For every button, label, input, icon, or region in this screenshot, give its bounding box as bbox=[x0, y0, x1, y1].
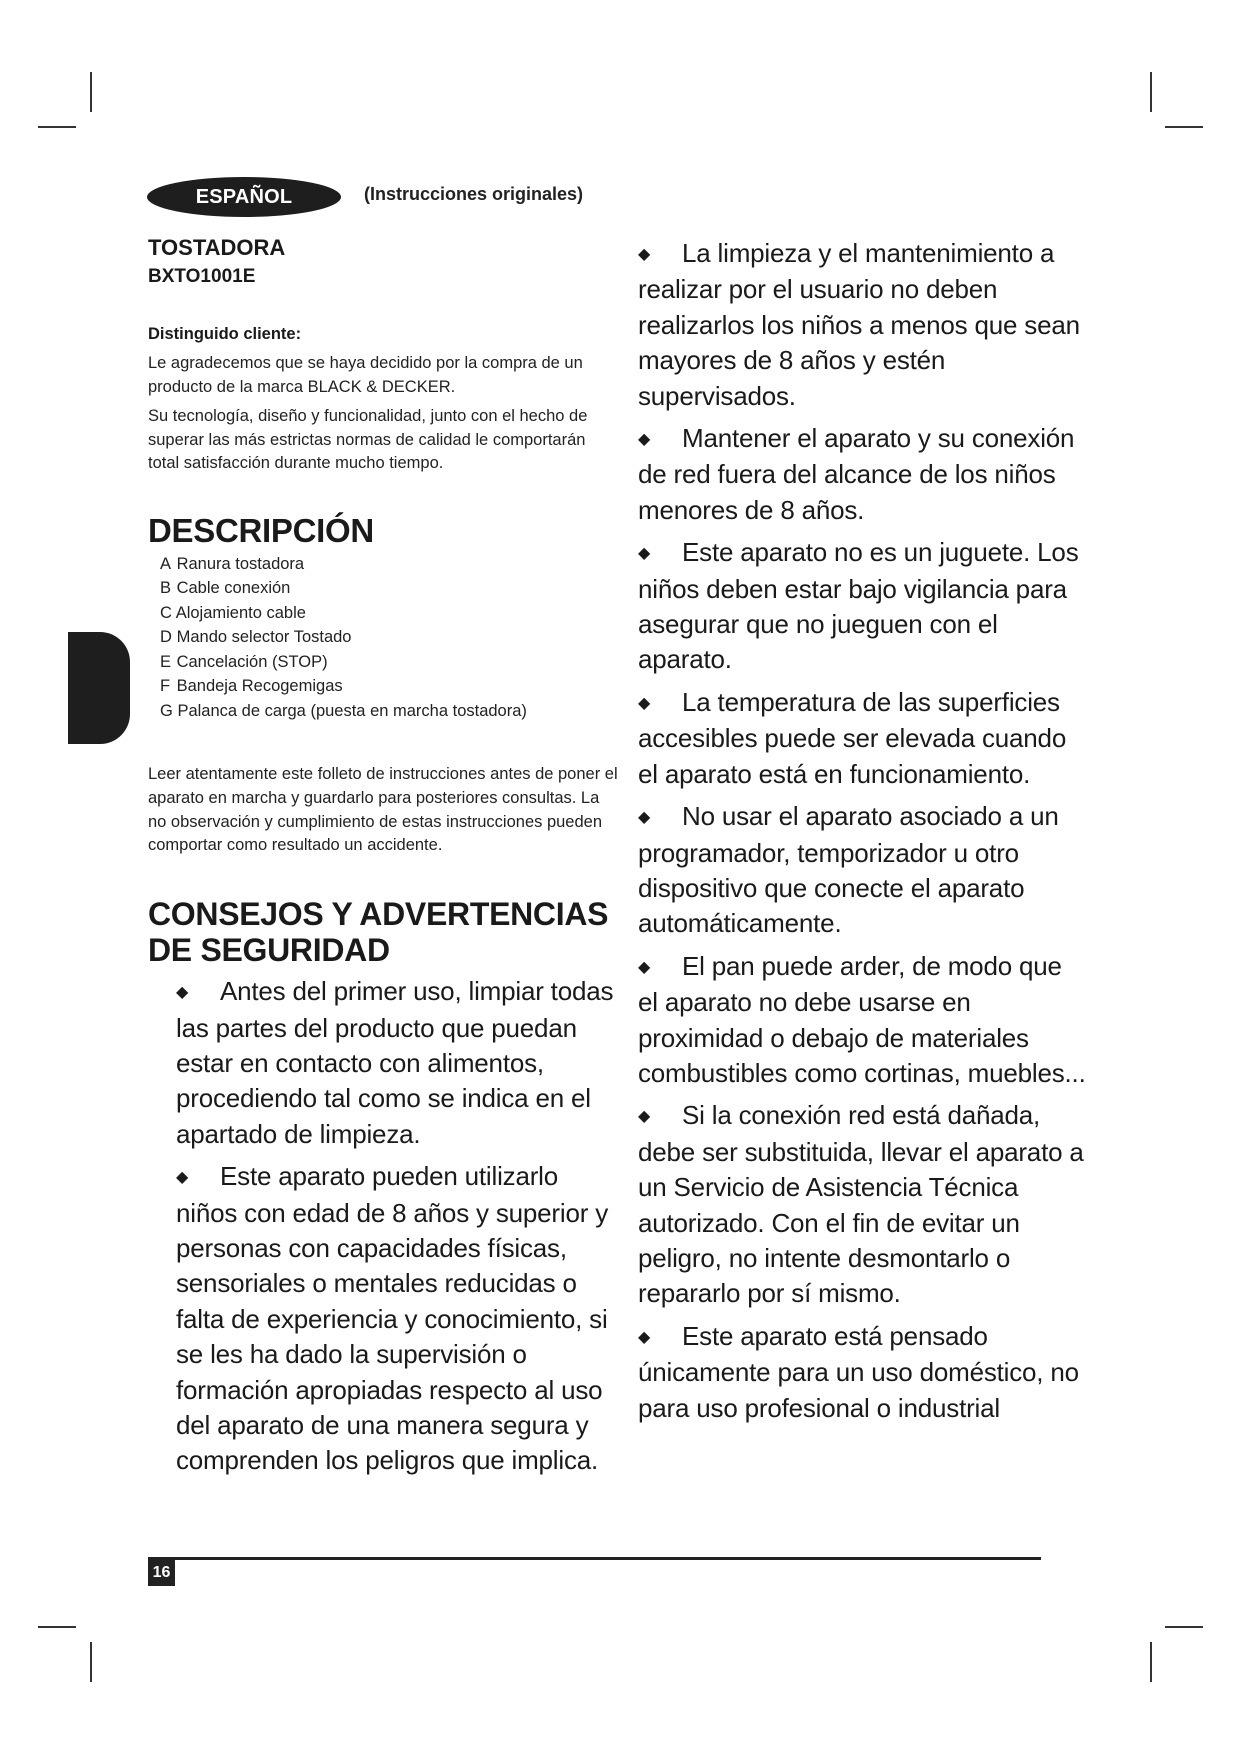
crop-mark bbox=[90, 1642, 92, 1682]
part-item bbox=[160, 674, 618, 699]
part-label: Mando selector Tostado bbox=[176, 628, 352, 647]
diamond-bullet-icon: ◆ bbox=[176, 984, 189, 1002]
safety-heading-line2: DE SEGURIDAD bbox=[148, 932, 390, 969]
safety-bullet-text: Si la conexión red está dañada, debe ser substituida, llevar el aparato a un Servicio de Asistencia Técnica autorizado. Con el fin de evitar un peligro, no intente desmontarlo o repararlo por sí mismo. bbox=[638, 1100, 1084, 1309]
description-heading: DESCRIPCIÓN bbox=[148, 512, 374, 550]
safety-bullet bbox=[638, 685, 1088, 792]
greeting: Distinguido cliente: bbox=[148, 325, 302, 344]
safety-bullet-text: La limpieza y el mantenimiento a realizar por el usuario no deben realizarlos los niños a menos que sean mayores de 8 años y estén supervisados. bbox=[638, 238, 1080, 411]
language-label: ESPAÑOL bbox=[195, 185, 293, 208]
diamond-bullet-icon: ◆ bbox=[638, 431, 651, 449]
safety-heading-line1: CONSEJOS Y ADVERTENCIAS bbox=[148, 896, 609, 933]
diamond-bullet-icon: ◆ bbox=[176, 1169, 189, 1187]
safety-bullet-text: Este aparato no es un juguete. Los niños deben estar bajo vigilancia para asegurar que no jueguen con el aparato. bbox=[638, 537, 1079, 675]
left-column bbox=[148, 234, 618, 1486]
safety-bullet bbox=[638, 1319, 1088, 1426]
diamond-bullet-icon: ◆ bbox=[638, 545, 651, 563]
product-title: TOSTADORA bbox=[148, 235, 286, 260]
part-item bbox=[160, 576, 618, 601]
part-label: Bandeja Recogemigas bbox=[176, 677, 343, 696]
crop-mark bbox=[1165, 1626, 1203, 1628]
part-label: Palanca de carga (puesta en marcha tostadora) bbox=[177, 701, 527, 720]
safety-bullet-text: Mantener el aparato y su conexión de red fuera del alcance de los niños menores de 8 años. bbox=[638, 423, 1075, 525]
crop-mark bbox=[38, 1626, 76, 1628]
part-item bbox=[160, 650, 618, 675]
safety-bullet bbox=[176, 1159, 618, 1479]
crop-mark bbox=[38, 126, 76, 128]
part-letter: B bbox=[160, 579, 172, 598]
safety-bullet-text: El pan puede arder, de modo que el aparato no debe usarse en proximidad o debajo de materiales combustibles como cortinas, muebles... bbox=[638, 950, 1086, 1088]
safety-bullet bbox=[638, 421, 1088, 528]
safety-bullets-right bbox=[638, 236, 1088, 1426]
parts-list bbox=[148, 552, 618, 724]
safety-bullet bbox=[638, 1098, 1088, 1311]
diamond-bullet-icon: ◆ bbox=[638, 958, 651, 976]
part-item bbox=[160, 625, 618, 650]
part-label: Ranura tostadora bbox=[176, 554, 305, 573]
safety-bullet-text: Este aparato está pensado únicamente para un uso doméstico, no para uso profesional o industrial bbox=[638, 1320, 1079, 1423]
crop-mark bbox=[1165, 126, 1203, 128]
safety-bullet-text: Antes del primer uso, limpiar todas las partes del producto que puedan estar en contacto con alimentos, procediendo tal como se indica en el apartado de limpieza. bbox=[176, 976, 614, 1149]
crop-mark bbox=[1150, 1642, 1152, 1682]
part-item bbox=[160, 552, 618, 577]
part-label: Cancelación (STOP) bbox=[176, 652, 328, 671]
right-column bbox=[638, 236, 1088, 1433]
safety-bullet-text: La temperatura de las superficies accesibles puede ser elevada cuando el aparato está en funcionamiento. bbox=[638, 686, 1067, 789]
safety-bullet-text: No usar el aparato asociado a un programador, temporizador u otro dispositivo que conecte el aparato automáticamente. bbox=[638, 801, 1059, 939]
part-letter: D bbox=[160, 628, 172, 647]
safety-bullet bbox=[638, 799, 1088, 942]
diamond-bullet-icon: ◆ bbox=[638, 246, 651, 263]
safety-bullet-text: Este aparato pueden utilizarlo niños con edad de 8 años y superior y personas con capacidades físicas, sensoriales o mentales reducidas o falta de experiencia y conocimiento, si se les ha dado la supervisión o formación apropiadas respecto al uso del aparato de una manera segura y comprenden los peligros que implica. bbox=[176, 1161, 608, 1476]
diamond-bullet-icon: ◆ bbox=[638, 809, 651, 827]
diamond-bullet-icon: ◆ bbox=[638, 1108, 651, 1126]
part-label: Cable conexión bbox=[176, 579, 291, 598]
crop-mark bbox=[90, 72, 92, 112]
part-letter: F bbox=[160, 677, 171, 696]
part-letter: A bbox=[160, 554, 172, 573]
safety-bullets-left bbox=[176, 974, 618, 1479]
original-instructions-label: (Instrucciones originales) bbox=[364, 184, 584, 204]
diamond-bullet-icon: ◆ bbox=[638, 1328, 651, 1346]
part-item bbox=[160, 601, 618, 626]
footer-rule bbox=[148, 1557, 1041, 1560]
safety-heading bbox=[148, 896, 618, 968]
part-item bbox=[160, 699, 618, 724]
safety-bullet bbox=[638, 535, 1088, 678]
page-number: 16 bbox=[148, 1559, 175, 1586]
intro-text bbox=[148, 352, 618, 475]
reading-note: Leer atentamente este folleto de instrucciones antes de poner el aparato en marcha y guardarlo para posteriores consultas. La no observación y cumplimiento de estas instrucciones pueden comportar como resultado un accidente. bbox=[148, 765, 618, 855]
crop-mark bbox=[1150, 72, 1152, 112]
section-thumb-tab bbox=[68, 632, 130, 744]
part-label: Alojamiento cable bbox=[175, 603, 306, 622]
language-badge bbox=[147, 177, 341, 217]
product-model: BXTO1001E bbox=[148, 265, 256, 287]
diamond-bullet-icon: ◆ bbox=[638, 694, 651, 712]
part-letter: G bbox=[160, 701, 173, 720]
intro-paragraph: Su tecnología, diseño y funcionalidad, junto con el hecho de superar las más estrictas normas de calidad le comportarán total satisfacción durante mucho tiempo. bbox=[148, 407, 588, 472]
safety-bullet bbox=[176, 974, 618, 1152]
part-letter: C bbox=[160, 603, 172, 622]
safety-bullet bbox=[638, 949, 1088, 1092]
intro-paragraph: Le agradecemos que se haya decidido por la compra de un producto de la marca BLACK & DECKER. bbox=[148, 354, 583, 396]
safety-bullet bbox=[638, 236, 1088, 414]
part-letter: E bbox=[160, 652, 172, 671]
